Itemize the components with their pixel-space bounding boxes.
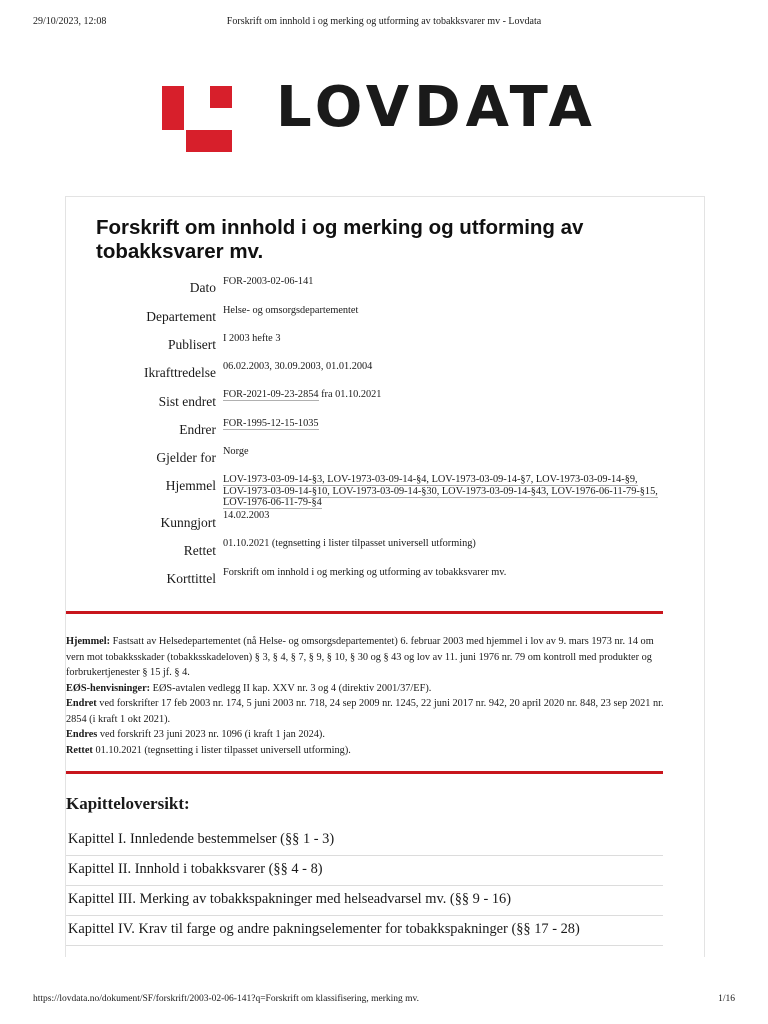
lovdata-logo-mark-icon bbox=[162, 86, 232, 152]
meta-value-dato: FOR-2003-02-06-141 bbox=[223, 276, 314, 287]
chapter-link-3[interactable]: Kapittel III. Merking av tobakkspakninger med helseadvarsel mv. (§§ 9 - 16) bbox=[66, 886, 663, 916]
endres-label: Endres bbox=[66, 729, 98, 740]
sist-endret-suffix: fra 01.10.2021 bbox=[318, 389, 382, 400]
meta-label-rettet: Rettet bbox=[183, 543, 216, 558]
meta-value-kunngjort: 14.02.2003 bbox=[223, 510, 270, 521]
print-page-number: 1/16 bbox=[718, 994, 735, 1004]
endret-label: Endret bbox=[66, 698, 97, 709]
meta-value-rettet: 01.10.2021 (tegnsetting i lister tilpasset universell utforming) bbox=[223, 538, 476, 549]
eos-label: EØS-henvisninger: bbox=[66, 682, 151, 694]
meta-label-departement: Departement bbox=[146, 309, 216, 324]
print-datetime: 29/10/2023, 12:08 bbox=[33, 16, 107, 27]
hjemmel-label: Hjemmel: bbox=[66, 636, 111, 647]
rettet-paragraph bbox=[66, 743, 666, 759]
chapter-link-2[interactable]: Kapittel II. Innhold i tobakksvarer (§§ 4 - 8) bbox=[66, 856, 663, 886]
legal-notes bbox=[66, 634, 666, 758]
eos-paragraph bbox=[66, 681, 666, 697]
chapter-list bbox=[66, 826, 663, 946]
meta-value-hjemmel[interactable] bbox=[223, 474, 663, 509]
meta-label-publisert: Publisert bbox=[167, 337, 216, 352]
meta-label-sist-endret: Sist endret bbox=[158, 394, 216, 409]
meta-label-ikrafttredelse: Ikrafttredelse bbox=[144, 365, 216, 380]
red-divider-top bbox=[66, 611, 663, 614]
hjemmel-links[interactable]: LOV-1973-03-09-14-§3, LOV-1973-03-09-14-§4, LOV-1973-03-09-14-§7, LOV-1973-03-09-14-§9, LOV-1973-03-09-14-§10, LOV-1973-03-09-14-§30, LOV-1973-03-09-14-§43, LOV-1976-06-11-79-§15, LOV-1976-06-11-79-§4 bbox=[223, 474, 658, 508]
meta-value-korttittel: Forskrift om innhold i og merking og utforming av tobakksvarer mv. bbox=[223, 567, 507, 578]
endret-text: ved forskrifter 17 feb 2003 nr. 174, 5 juni 2003 nr. 718, 24 sep 2009 nr. 1245, 22 juni 2017 nr. 942, 20 april 2020 nr. 848, 23 sep 2021 nr. 2854 (i kraft 1 okt 2021). bbox=[66, 698, 664, 725]
endrer-link[interactable]: FOR-1995-12-15-1035 bbox=[223, 418, 319, 429]
hjemmel-text: Fastsatt av Helsedepartementet (nå Helse- og omsorgsdepartementet) 6. februar 2003 med hjemmel i lov av 9. mars 1973 nr. 14 om vern mot tobakksskader (tobakksskadeloven) § 3, § 4, § 7, § 9, § 10, § 30 og § 43 og lov av 11. juni 1976 nr. 79 om kontroll med produkter og forbrukertjenester § 15 jf. § 4. bbox=[66, 636, 654, 678]
meta-label-endrer: Endrer bbox=[179, 422, 216, 437]
endres-paragraph bbox=[66, 727, 666, 743]
endres-text: ved forskrift 23 juni 2023 nr. 1096 (i kraft 1 jan 2024). bbox=[97, 729, 325, 740]
meta-label-dato: Dato bbox=[189, 280, 216, 295]
meta-label-hjemmel: Hjemmel bbox=[165, 478, 216, 493]
eos-text: EØS-avtalen vedlegg II kap. XXV nr. 3 og 4 (direktiv 2001/37/EF). bbox=[150, 682, 432, 694]
print-header bbox=[33, 16, 735, 30]
meta-value-publisert: I 2003 hefte 3 bbox=[223, 333, 281, 344]
meta-value-sist-endret bbox=[223, 389, 663, 401]
meta-value-ikrafttredelse: 06.02.2003, 30.09.2003, 01.01.2004 bbox=[223, 361, 373, 372]
rettet-text: 01.10.2021 (tegnsetting i lister tilpasset universell utforming). bbox=[92, 744, 351, 756]
meta-label-kunngjort: Kunngjort bbox=[160, 515, 216, 530]
print-title: Forskrift om innhold i og merking og utforming av tobakksvarer mv - Lovdata bbox=[226, 16, 542, 27]
document-title: Forskrift om innhold i og merking og utforming av tobakksvarer mv. bbox=[96, 216, 584, 263]
hjemmel-paragraph bbox=[66, 634, 666, 681]
meta-label-gjelder-for: Gjelder for bbox=[156, 450, 216, 465]
lovdata-logo[interactable] bbox=[162, 75, 612, 152]
print-footer bbox=[33, 994, 735, 1004]
meta-value-gjelder-for: Norge bbox=[223, 446, 249, 457]
chapter-link-4[interactable]: Kapittel IV. Krav til farge og andre pakningselementer for tobakkspakninger (§§ 17 - 28) bbox=[66, 916, 663, 946]
meta-value-endrer bbox=[223, 418, 663, 430]
print-url: https://lovdata.no/dokument/SF/forskrift/2003-02-06-141?q=Forskrift om klassifisering, merking mv. bbox=[33, 994, 420, 1004]
rettet-label: Rettet bbox=[66, 744, 93, 756]
chapter-link-1[interactable]: Kapittel I. Innledende bestemmelser (§§ 1 - 3) bbox=[66, 826, 663, 856]
sist-endret-link[interactable]: FOR-2021-09-23-2854 bbox=[223, 389, 319, 400]
endret-paragraph bbox=[66, 696, 666, 727]
meta-value-departement: Helse- og omsorgsdepartementet bbox=[223, 305, 359, 316]
red-divider-bottom bbox=[66, 771, 663, 774]
lovdata-wordmark: LOVDATA bbox=[276, 75, 597, 140]
chapter-overview-heading: Kapitteloversikt: bbox=[66, 794, 190, 813]
meta-label-korttittel: Korttittel bbox=[166, 571, 216, 586]
